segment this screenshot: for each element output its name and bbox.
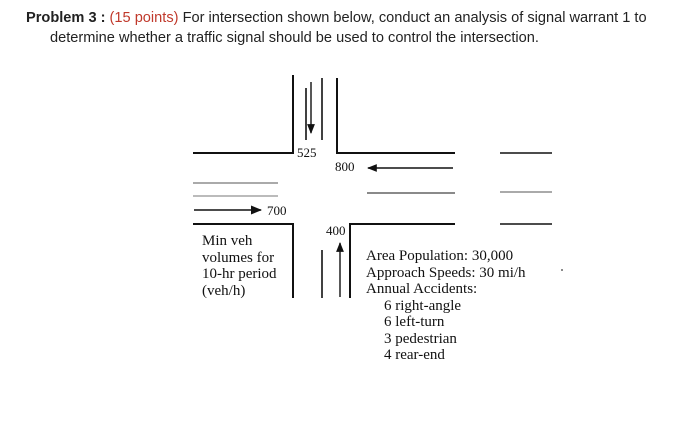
min-volumes-line: Min veh: [202, 233, 253, 249]
min-volumes-line: volumes for: [202, 249, 275, 266]
volume-northbound: 400: [326, 223, 346, 238]
area-population: Area Population: 30,000: [366, 248, 514, 264]
dot-mark: [561, 269, 563, 271]
min-volumes-line: (veh/h): [202, 282, 246, 299]
annual-accidents-title: Annual Accidents:: [366, 281, 478, 297]
problem-text-line1: For intersection shown below, conduct an analysis of signal warrant 1 to: [182, 10, 647, 26]
volume-southbound: 525: [297, 145, 317, 160]
accident-item: 6 right-angle: [384, 297, 462, 314]
problem-label: Problem 3 :: [26, 10, 106, 26]
accident-item: 3 pedestrian: [384, 330, 457, 347]
approach-speeds: Approach Speeds: 30 mi/h: [366, 264, 526, 281]
curb-top-left: [193, 75, 293, 153]
accident-item: 4 rear-end: [384, 347, 445, 363]
curb-top-right: [337, 78, 455, 153]
problem-points: (15 points): [109, 10, 179, 26]
min-volumes-label: [202, 233, 277, 299]
accident-item: 6 left-turn: [384, 314, 445, 330]
intersection-info: [366, 248, 526, 364]
volume-eastbound: 700: [267, 203, 287, 218]
problem-text-line2: determine whether a traffic signal should be used to control the intersection.: [50, 30, 539, 46]
volume-westbound: 800: [335, 159, 355, 174]
min-volumes-line: 10-hr period: [202, 266, 277, 282]
